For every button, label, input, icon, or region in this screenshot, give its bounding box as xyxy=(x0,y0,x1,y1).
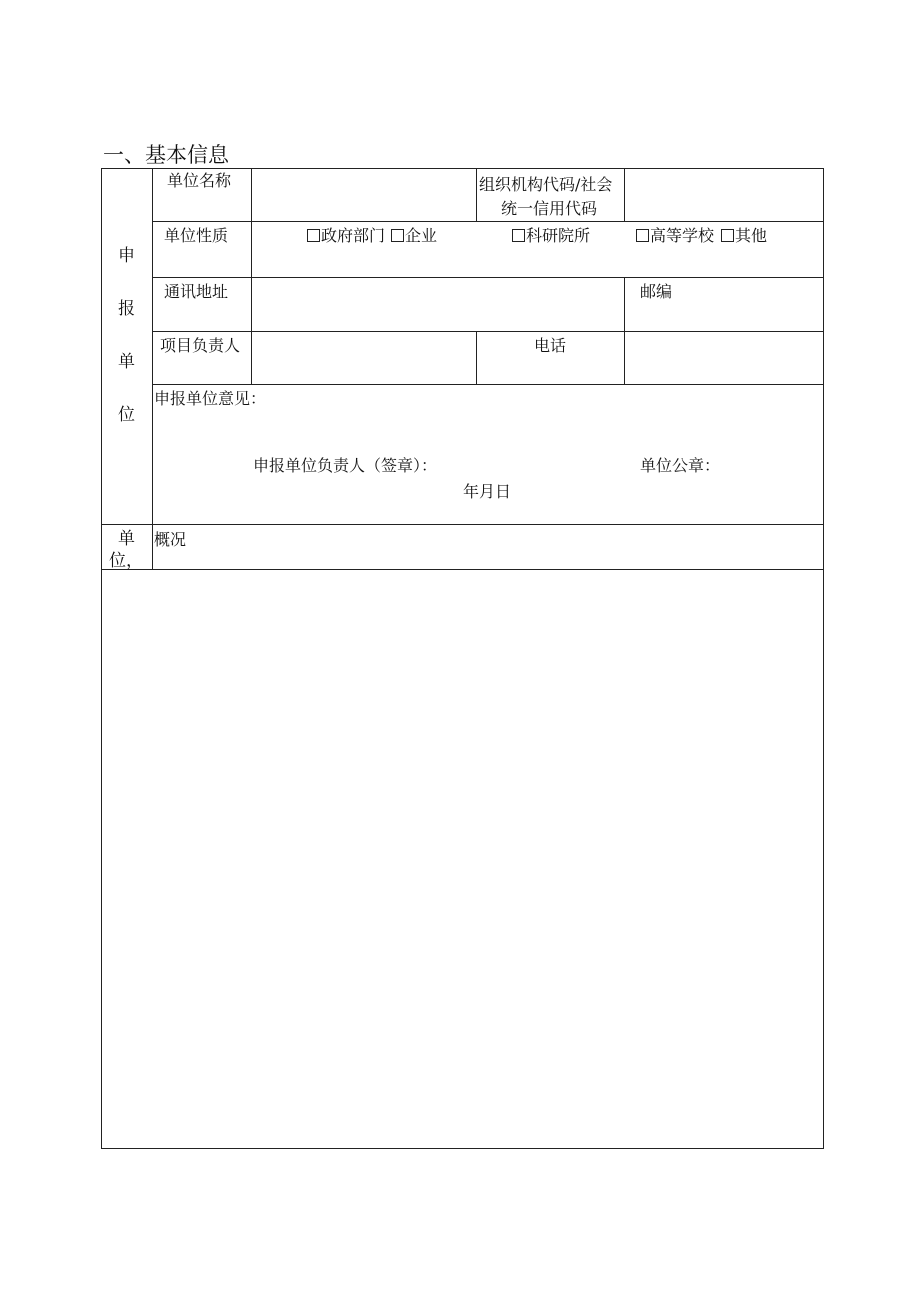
overview-content-area[interactable] xyxy=(103,571,822,1147)
mid-column-divider-4 xyxy=(476,331,477,385)
address-label: 通讯地址 xyxy=(164,282,229,301)
side-label-char-4: 位 xyxy=(118,405,135,425)
section-title: 一、基本信息 xyxy=(103,143,229,167)
option-gov-label: 政府部门 xyxy=(321,226,386,245)
checkbox-institute[interactable] xyxy=(512,229,525,242)
option-institute[interactable] xyxy=(512,226,590,246)
side-label-char-1: 申 xyxy=(118,246,135,266)
unit-name-field[interactable] xyxy=(253,170,475,220)
project-leader-field[interactable] xyxy=(253,333,475,383)
side-column-divider xyxy=(152,168,153,570)
project-leader-label: 项目负责人 xyxy=(160,336,241,355)
checkbox-other[interactable] xyxy=(721,229,734,242)
overview-side-char-2: 位， xyxy=(109,551,143,571)
option-enterprise-label: 企业 xyxy=(405,226,438,245)
right-column-divider-4 xyxy=(624,331,625,385)
mid-column-divider-1 xyxy=(476,168,477,222)
postcode-label: 邮编 xyxy=(640,282,673,301)
org-code-field[interactable] xyxy=(626,170,822,220)
unit-nature-label: 单位性质 xyxy=(164,226,229,245)
row-divider-1 xyxy=(152,221,824,222)
date-label: 年月日 xyxy=(463,482,512,501)
table-border-right xyxy=(823,168,824,1149)
unit-name-label: 单位名称 xyxy=(167,171,232,190)
option-enterprise[interactable] xyxy=(391,226,437,246)
checkbox-gov[interactable] xyxy=(307,229,320,242)
opinion-label: 申报单位意见： xyxy=(154,389,267,408)
option-gov[interactable] xyxy=(307,226,385,246)
option-university-label: 高等学校 xyxy=(650,226,715,245)
table-border-left xyxy=(101,168,102,1149)
phone-label: 电话 xyxy=(534,336,567,355)
row-divider-6 xyxy=(101,569,824,570)
signature-label: 申报单位负责人（签章）： xyxy=(253,456,438,475)
side-label-char-3: 单 xyxy=(118,352,135,372)
overview-side-char-1: 单 xyxy=(118,529,135,549)
table-border-top xyxy=(101,168,824,169)
label-column-divider xyxy=(251,168,252,278)
row-divider-2 xyxy=(152,277,824,278)
row-divider-3 xyxy=(152,331,824,332)
org-code-label-line1: 组织机构代码/社会 xyxy=(479,175,613,194)
option-university[interactable] xyxy=(636,226,714,246)
checkbox-enterprise[interactable] xyxy=(391,229,404,242)
org-code-label-line2: 统一信用代码 xyxy=(501,199,598,218)
right-column-divider-2 xyxy=(624,277,625,332)
phone-field[interactable] xyxy=(626,333,822,383)
seal-label: 单位公章： xyxy=(640,456,721,475)
option-institute-label: 科研院所 xyxy=(526,226,591,245)
row-divider-4 xyxy=(152,384,824,385)
right-column-divider-1 xyxy=(624,168,625,222)
checkbox-university[interactable] xyxy=(636,229,649,242)
option-other-label: 其他 xyxy=(735,226,768,245)
address-field[interactable] xyxy=(253,279,623,330)
option-other[interactable] xyxy=(721,226,767,246)
row-divider-5 xyxy=(101,524,824,525)
label-column-divider-2 xyxy=(251,277,252,385)
table-border-bottom xyxy=(101,1148,824,1149)
side-label-char-2: 报 xyxy=(118,299,135,319)
overview-label: 概况 xyxy=(154,530,187,549)
